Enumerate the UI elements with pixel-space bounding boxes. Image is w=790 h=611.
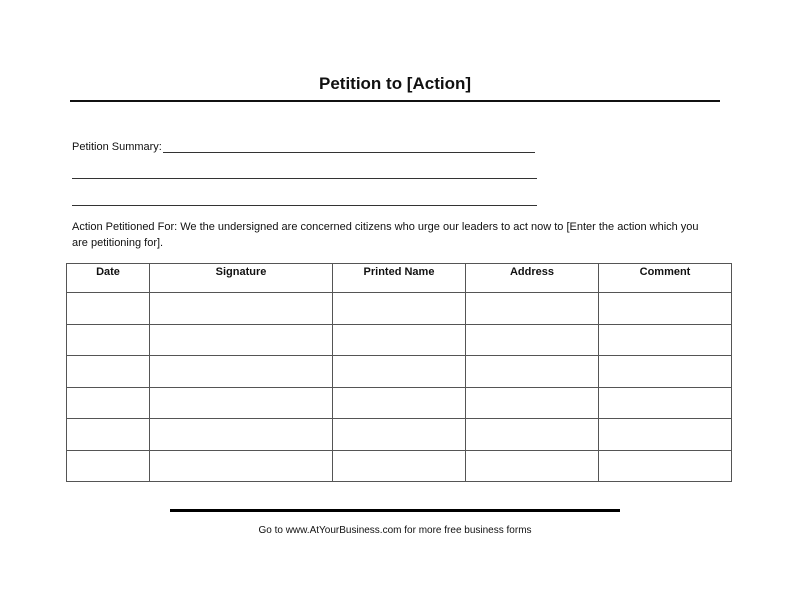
column-header: Comment bbox=[599, 264, 732, 293]
column-header: Printed Name bbox=[333, 264, 466, 293]
table-cell[interactable] bbox=[67, 450, 150, 482]
table-cell[interactable] bbox=[150, 293, 333, 325]
table-cell[interactable] bbox=[150, 387, 333, 419]
footer-rule bbox=[170, 509, 620, 512]
table-cell[interactable] bbox=[599, 324, 732, 356]
table-cell[interactable] bbox=[466, 324, 599, 356]
table-cell[interactable] bbox=[599, 356, 732, 388]
table-row bbox=[67, 387, 732, 419]
table-row bbox=[67, 356, 732, 388]
signature-table bbox=[66, 263, 732, 482]
title-rule bbox=[70, 100, 720, 102]
table-row bbox=[67, 419, 732, 451]
table-cell[interactable] bbox=[150, 450, 333, 482]
table-cell[interactable] bbox=[599, 387, 732, 419]
table-cell[interactable] bbox=[333, 387, 466, 419]
table-row bbox=[67, 450, 732, 482]
table-row bbox=[67, 324, 732, 356]
table-cell[interactable] bbox=[333, 450, 466, 482]
column-header: Signature bbox=[150, 264, 333, 293]
table-cell[interactable] bbox=[333, 419, 466, 451]
table-cell[interactable] bbox=[599, 450, 732, 482]
table-cell[interactable] bbox=[67, 419, 150, 451]
page-title: Petition to [Action] bbox=[318, 74, 472, 93]
table-cell[interactable] bbox=[67, 356, 150, 388]
summary-line-3[interactable] bbox=[72, 205, 537, 206]
table-cell[interactable] bbox=[466, 450, 599, 482]
summary-line-1[interactable] bbox=[163, 152, 535, 153]
table-cell[interactable] bbox=[466, 293, 599, 325]
table-cell[interactable] bbox=[67, 324, 150, 356]
column-header: Date bbox=[67, 264, 150, 293]
table-cell[interactable] bbox=[466, 419, 599, 451]
table-cell[interactable] bbox=[333, 356, 466, 388]
table-cell[interactable] bbox=[466, 387, 599, 419]
table-cell[interactable] bbox=[599, 293, 732, 325]
table-cell[interactable] bbox=[67, 293, 150, 325]
table-cell[interactable] bbox=[599, 419, 732, 451]
column-header: Address bbox=[466, 264, 599, 293]
table-row bbox=[67, 293, 732, 325]
summary-label: Petition Summary: bbox=[72, 141, 162, 153]
table-cell[interactable] bbox=[150, 324, 333, 356]
table-cell[interactable] bbox=[67, 387, 150, 419]
summary-line-2[interactable] bbox=[72, 178, 537, 179]
table-cell[interactable] bbox=[150, 356, 333, 388]
footer-text: Go to www.AtYourBusiness.com for more free business forms bbox=[258, 525, 532, 536]
action-petitioned-text: Action Petitioned For: We the undersigned are concerned citizens who urge our leaders to act now to [Enter the action which you are petitioning for]. bbox=[72, 221, 699, 249]
table-cell[interactable] bbox=[333, 293, 466, 325]
table-cell[interactable] bbox=[466, 356, 599, 388]
table-cell[interactable] bbox=[333, 324, 466, 356]
table-cell[interactable] bbox=[150, 419, 333, 451]
